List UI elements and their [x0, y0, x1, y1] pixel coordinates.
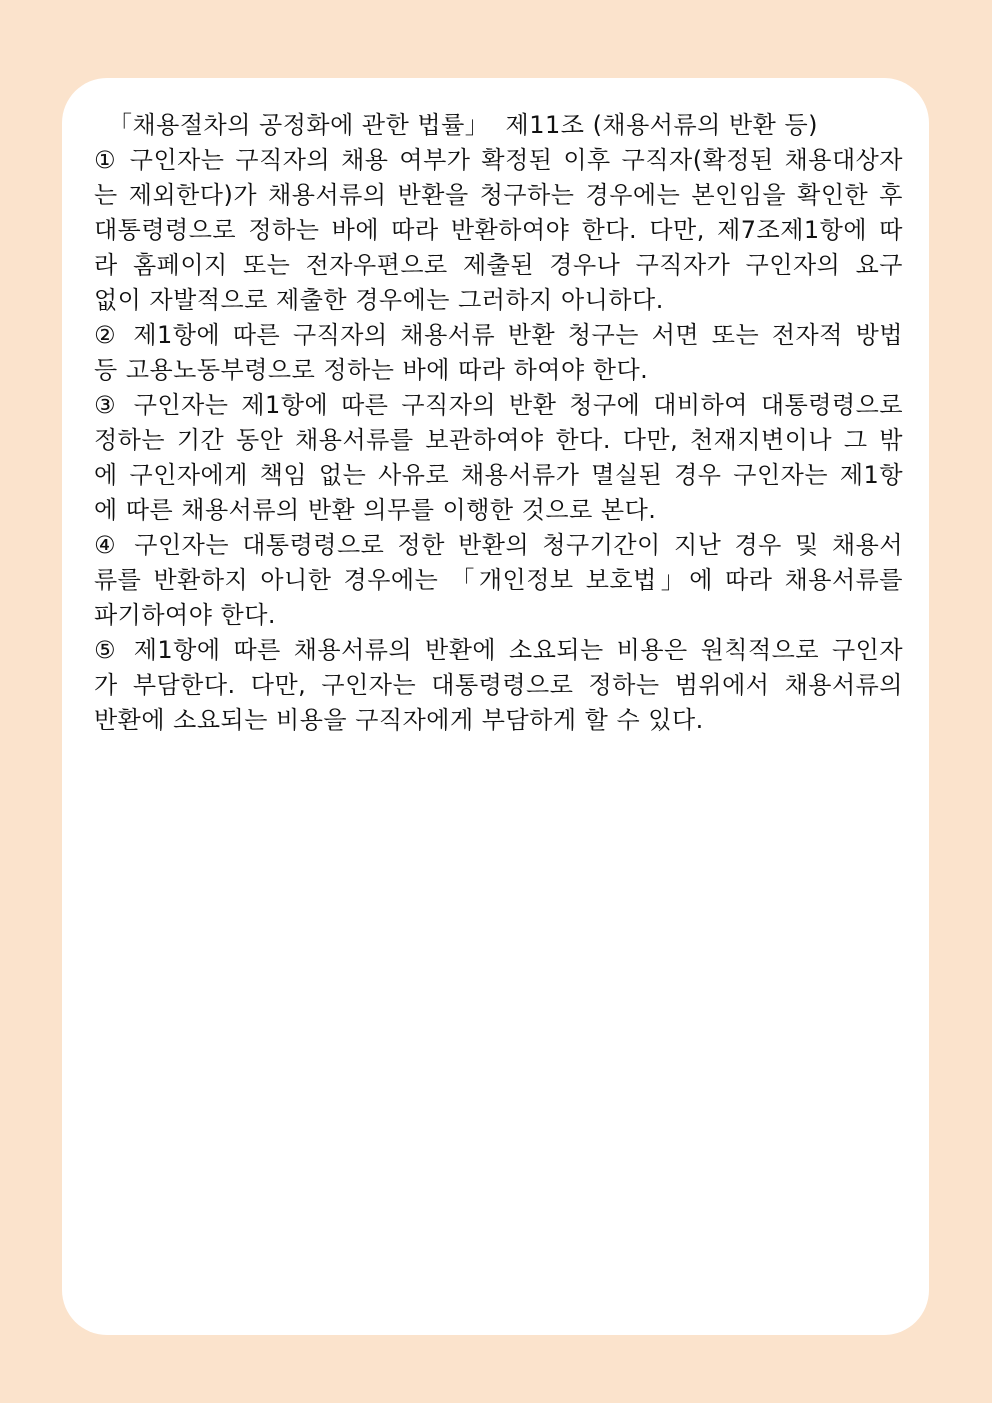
text-line: 반환에 소요되는 비용을 구직자에게 부담하게 할 수 있다.	[94, 706, 704, 734]
text-line: ④ 구인자는 대통령령으로 정한 반환의 청구기간이 지난 경우 및 채용서	[94, 531, 903, 559]
text-line: ⑤ 제1항에 따른 채용서류의 반환에 소요되는 비용은 원칙적으로 구인자	[94, 636, 903, 664]
text-line: 등 고용노동부령으로 정하는 바에 따라 하여야 한다.	[94, 356, 649, 384]
text-line: 라 홈페이지 또는 전자우편으로 제출된 경우나 구직자가 구인자의 요구	[94, 251, 903, 279]
text-line: 없이 자발적으로 제출한 경우에는 그러하지 아니하다.	[94, 286, 664, 314]
text-line: 정하는 기간 동안 채용서류를 보관하여야 한다. 다만, 천재지변이나 그 밖	[94, 426, 903, 454]
text-line: 는 제외한다)가 채용서류의 반환을 청구하는 경우에는 본인임을 확인한 후	[94, 181, 903, 209]
document-card	[62, 78, 929, 1335]
text-line: ① 구인자는 구직자의 채용 여부가 확정된 이후 구직자(확정된 채용대상자	[94, 146, 903, 174]
text-line: 에 따른 채용서류의 반환 의무를 이행한 것으로 본다.	[94, 496, 657, 524]
text-line: 류를 반환하지 아니한 경우에는 「개인정보 보호법」에 따라 채용서류를	[94, 566, 903, 594]
document-body	[94, 143, 903, 738]
text-line: 대통령령으로 정하는 바에 따라 반환하여야 한다. 다만, 제7조제1항에 따	[94, 216, 903, 244]
text-line: 파기하여야 한다.	[94, 601, 277, 629]
document-title: 「채용절차의 공정화에 관한 법률」 제11조 (채용서류의 반환 등)	[108, 111, 819, 139]
text-line: ② 제1항에 따른 구직자의 채용서류 반환 청구는 서면 또는 전자적 방법	[94, 321, 903, 349]
text-line: 가 부담한다. 다만, 구인자는 대통령령으로 정하는 범위에서 채용서류의	[94, 671, 903, 699]
text-line: 에 구인자에게 책임 없는 사유로 채용서류가 멸실된 경우 구인자는 제1항	[94, 461, 903, 489]
text-line: ③ 구인자는 제1항에 따른 구직자의 반환 청구에 대비하여 대통령령으로	[94, 391, 903, 419]
